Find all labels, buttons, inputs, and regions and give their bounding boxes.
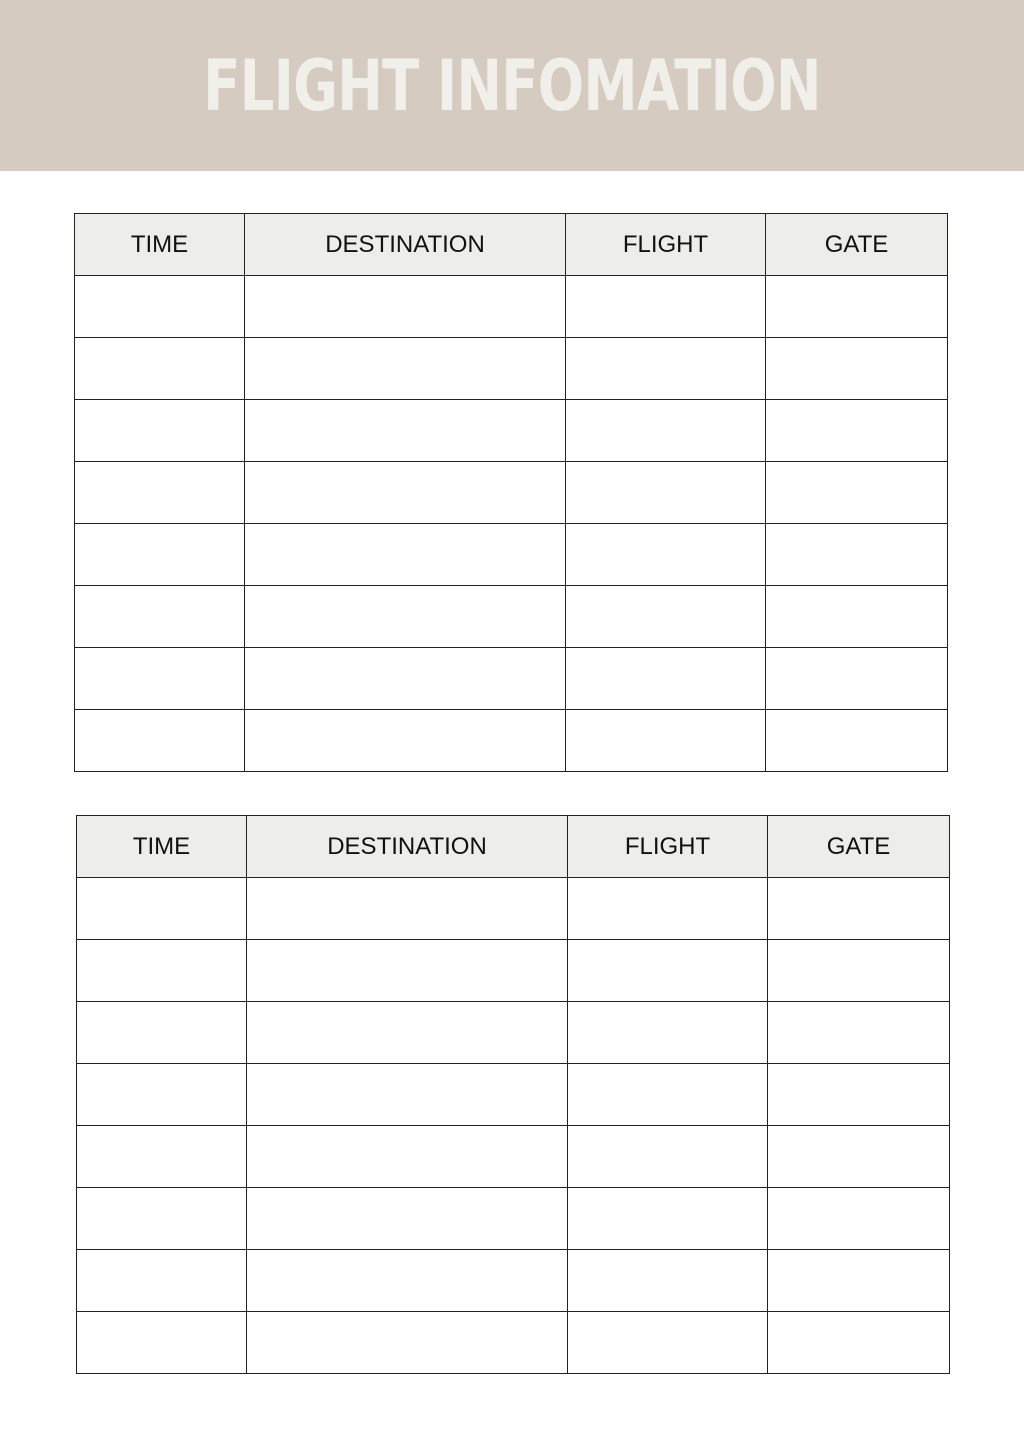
flight-cell[interactable] [568, 878, 768, 940]
time-cell[interactable] [77, 1250, 247, 1312]
gate-cell[interactable] [766, 276, 948, 338]
gate-cell[interactable] [768, 878, 950, 940]
time-cell[interactable] [77, 1312, 247, 1374]
column-header-time: TIME [75, 214, 245, 276]
column-header-flight: FLIGHT [568, 816, 768, 878]
table-row [75, 462, 948, 524]
table-row [75, 338, 948, 400]
flight-cell[interactable] [566, 276, 766, 338]
flight-cell[interactable] [566, 586, 766, 648]
table-header-row [77, 816, 950, 878]
gate-cell[interactable] [768, 940, 950, 1002]
table-row [77, 1064, 950, 1126]
time-cell[interactable] [75, 710, 245, 772]
destination-cell[interactable] [245, 586, 566, 648]
gate-cell[interactable] [766, 524, 948, 586]
flight-cell[interactable] [568, 1064, 768, 1126]
flight-cell[interactable] [568, 1250, 768, 1312]
flight-cell[interactable] [566, 648, 766, 710]
time-cell[interactable] [75, 462, 245, 524]
gate-cell[interactable] [766, 400, 948, 462]
flight-cell[interactable] [566, 524, 766, 586]
flight-table-2 [76, 815, 950, 1374]
column-header-gate: GATE [766, 214, 948, 276]
time-cell[interactable] [77, 1126, 247, 1188]
destination-cell[interactable] [247, 1312, 568, 1374]
gate-cell[interactable] [768, 1250, 950, 1312]
time-cell[interactable] [77, 1188, 247, 1250]
table-row [75, 710, 948, 772]
table-row [75, 400, 948, 462]
flight-table-1 [74, 213, 948, 772]
destination-cell[interactable] [247, 878, 568, 940]
table-header-row [75, 214, 948, 276]
column-header-time: TIME [77, 816, 247, 878]
destination-cell[interactable] [245, 648, 566, 710]
table-row [77, 878, 950, 940]
table-row [77, 1126, 950, 1188]
table-row [77, 1250, 950, 1312]
gate-cell[interactable] [768, 1188, 950, 1250]
destination-cell[interactable] [247, 1126, 568, 1188]
destination-cell[interactable] [245, 276, 566, 338]
gate-cell[interactable] [768, 1312, 950, 1374]
flight-cell[interactable] [566, 400, 766, 462]
gate-cell[interactable] [766, 338, 948, 400]
time-cell[interactable] [75, 276, 245, 338]
gate-cell[interactable] [768, 1002, 950, 1064]
table-row [77, 1188, 950, 1250]
time-cell[interactable] [77, 878, 247, 940]
title-banner [0, 0, 1024, 171]
destination-cell[interactable] [245, 710, 566, 772]
destination-cell[interactable] [245, 524, 566, 586]
table-row [75, 586, 948, 648]
table-row [77, 1002, 950, 1064]
time-cell[interactable] [75, 400, 245, 462]
gate-cell[interactable] [768, 1064, 950, 1126]
time-cell[interactable] [75, 524, 245, 586]
gate-cell[interactable] [768, 1126, 950, 1188]
destination-cell[interactable] [245, 462, 566, 524]
flight-cell[interactable] [568, 1188, 768, 1250]
flight-cell[interactable] [566, 710, 766, 772]
column-header-gate: GATE [768, 816, 950, 878]
gate-cell[interactable] [766, 586, 948, 648]
flight-cell[interactable] [568, 1312, 768, 1374]
time-cell[interactable] [75, 648, 245, 710]
column-header-flight: FLIGHT [566, 214, 766, 276]
flight-cell[interactable] [566, 462, 766, 524]
column-header-destination: DESTINATION [245, 214, 566, 276]
table-row [77, 940, 950, 1002]
table-row [75, 524, 948, 586]
destination-cell[interactable] [247, 1188, 568, 1250]
time-cell[interactable] [77, 940, 247, 1002]
page-title: FLIGHT INFOMATION [203, 44, 821, 127]
destination-cell[interactable] [247, 1064, 568, 1126]
destination-cell[interactable] [245, 400, 566, 462]
table-row [77, 1312, 950, 1374]
gate-cell[interactable] [766, 710, 948, 772]
flight-cell[interactable] [568, 1002, 768, 1064]
gate-cell[interactable] [766, 648, 948, 710]
destination-cell[interactable] [245, 338, 566, 400]
destination-cell[interactable] [247, 1250, 568, 1312]
column-header-destination: DESTINATION [247, 816, 568, 878]
time-cell[interactable] [77, 1002, 247, 1064]
gate-cell[interactable] [766, 462, 948, 524]
flight-cell[interactable] [568, 1126, 768, 1188]
time-cell[interactable] [75, 338, 245, 400]
table-row [75, 648, 948, 710]
time-cell[interactable] [77, 1064, 247, 1126]
destination-cell[interactable] [247, 940, 568, 1002]
flight-cell[interactable] [566, 338, 766, 400]
time-cell[interactable] [75, 586, 245, 648]
flight-cell[interactable] [568, 940, 768, 1002]
destination-cell[interactable] [247, 1002, 568, 1064]
table-row [75, 276, 948, 338]
